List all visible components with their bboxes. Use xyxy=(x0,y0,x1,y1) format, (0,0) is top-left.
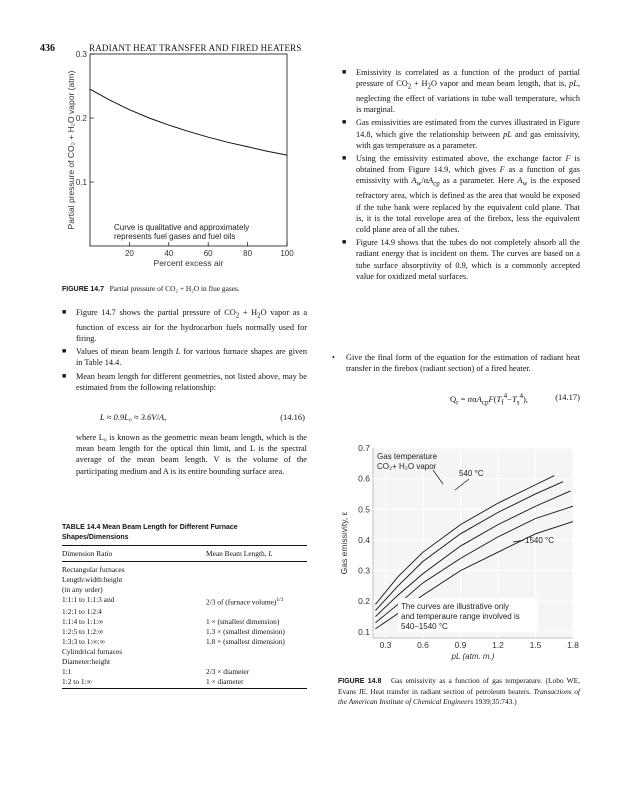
bullet-square: ■ xyxy=(342,68,347,76)
bullet-text: Figure 14.7 shows the partial pressure of $CO_2 + H_2O$ vapor as a function of excess air for the hydrocarbon fuels normally used for firing. xyxy=(76,308,307,344)
bullet-square: ■ xyxy=(62,347,67,356)
figure-14-7-caption xyxy=(62,284,312,295)
label-540c: 540 °C xyxy=(459,469,484,478)
equation-14-17 xyxy=(450,392,580,407)
label-1540c: 1540 °C xyxy=(525,536,554,545)
left-bullet-list xyxy=(62,307,307,395)
figure-14-7-caption-text: Partial pressure of CO₂ + H₂O in flue gases. xyxy=(109,284,240,293)
x-axis-label: Percent excess air xyxy=(153,258,224,268)
y-tick-label: 0.4 xyxy=(358,534,370,545)
bullet-text: Using the emissivity estimated above, the exchange factor F is obtained from Figure 14.9, which gives F as a function of gas emissivity with $A_w/\alpha A_{cp}$ as a parameter. Here $A_w$ is the exposed refractory area, which is defined as the area that would be exposed if the tube bank were replaced by the equivalent cold plane. That is, it is the total envelope area of the firebox, less the equivalent cold plane area of all the tubes. xyxy=(356,154,580,234)
table-cell-length: 1.8 × (smallest dimension) xyxy=(206,637,285,647)
table-cell-dimension: Rectangular furnaces xyxy=(62,565,125,574)
y-tick-label: 0.2 xyxy=(358,596,370,607)
table-cell-dimension: Cylindrical furnaces xyxy=(62,647,123,657)
x-tick-label: 1.8 xyxy=(567,640,579,650)
y-tick-label: 0.6 xyxy=(358,473,370,484)
table-header-rule xyxy=(62,561,307,562)
table-row xyxy=(62,595,307,607)
x-tick-label: 100 xyxy=(280,249,294,258)
table-cell-length: 1 × diameter xyxy=(206,677,244,687)
chart-note-line1: The curves are illustrative only xyxy=(401,602,510,611)
table-row xyxy=(62,667,307,677)
x-tick-label: 80 xyxy=(243,249,253,258)
equation-14-16-expr: L ≈ 0.9L₀ ≈ 3.6V/A, xyxy=(100,412,167,422)
figure-14-8-caption-text: Gas emissivity as a function of gas temperature. (Lobo WE, Evans JE. Heat transfer in radiant section of petroleum heaters. Transactions of the American Institute of Chemical Engineers 1939;35:743.) xyxy=(338,676,580,706)
right-bullet-list xyxy=(342,67,580,284)
bullet-text: Gas emissivities are estimated from the curves illustrated in Figure 14.8, which give the relationship between pL and gas emissivity, with gas temperature as a parameter. xyxy=(356,118,580,150)
table-14-4-title-line2: Shapes/Dimensions xyxy=(62,534,129,541)
chart-note-line2: and temperaure range involved is xyxy=(401,612,520,621)
table-header-mean-beam-length: Mean Beam Length, L xyxy=(206,549,273,558)
table-header-row xyxy=(62,549,307,559)
bullet-item xyxy=(62,307,307,344)
x-tick-label: 0.6 xyxy=(417,640,429,650)
table-14-4 xyxy=(62,565,307,687)
equation-14-16 xyxy=(100,412,305,422)
plot-frame xyxy=(90,54,287,246)
table-row xyxy=(62,575,307,585)
table-cell-dimension: Length:width:height xyxy=(62,575,123,584)
table-cell-dimension: 1:1 xyxy=(62,667,72,677)
table-cell-length: 1.3 × (smallest dimension) xyxy=(206,627,285,637)
bullet-item xyxy=(342,237,580,282)
equation-14-16-number: (14.16) xyxy=(280,412,305,422)
page-number: 436 xyxy=(40,43,55,54)
figure-14-7-label: FIGURE 14.7 xyxy=(62,286,105,293)
chart-note-line1: Curve is qualitative and approximately xyxy=(114,223,250,232)
table-cell-dimension: 1:3:3 to 1:∞:∞ xyxy=(62,637,105,647)
table-cell-dimension: 1:2 to 1:∞ xyxy=(62,677,92,687)
table-cell-dimension: Diameter:height xyxy=(62,657,111,667)
table-cell-length: 2/3 of (furnace volume)$^{1/3}$ xyxy=(206,597,284,607)
table-row xyxy=(62,637,307,647)
table-row xyxy=(62,607,307,617)
y-axis-label: Partial pressure of CO₂ + H₂O vapor (atm) xyxy=(66,70,76,230)
table-14-4-title xyxy=(62,523,307,543)
equation-14-17-number: (14.17) xyxy=(555,392,580,402)
table-cell-dimension: (in any order) xyxy=(62,585,103,594)
bullet-item xyxy=(62,346,307,368)
table-row xyxy=(62,677,307,687)
x-tick-label: 20 xyxy=(124,249,134,258)
bullet-text: Mean beam length for different geometries, not listed above, may be estimated from the following relationship: xyxy=(76,371,307,392)
table-cell-dimension: 1:1:4 to 1:1:∞ xyxy=(62,617,104,627)
y-tick-label: 0.3 xyxy=(358,565,370,576)
y-axis-label: Gas emissivity, ε xyxy=(339,511,349,575)
bullet-text: Figure 14.9 shows that the tubes do not completely absorb all the radiant energy that is incident on them. The curves are based on a tube surface absorptivity of 0.9, which is a commonly accepted value for oxidized metal surfaces. xyxy=(356,238,580,281)
final-bullet xyxy=(332,352,580,374)
table-cell-length xyxy=(206,585,307,595)
table-row xyxy=(62,585,307,595)
bullet-item xyxy=(62,371,307,393)
bullet-square: ■ xyxy=(342,238,347,247)
chart-note-line2: represents fuel gases and fuel oils xyxy=(114,232,236,241)
y-tick-label: 0.1 xyxy=(358,626,370,637)
running-title: RADIANT HEAT TRANSFER AND FIRED HEATERS xyxy=(89,43,302,53)
table-cell-length xyxy=(206,657,307,667)
y-tick-label: 0.5 xyxy=(358,504,370,515)
table-cell-dimension: 1:1:1 to 1:1:3 and xyxy=(62,595,115,604)
table-cell-length: 1 × (smallest dimension) xyxy=(206,617,280,627)
bullet-dot: • xyxy=(332,353,335,362)
x-axis-label: pL (atm. m.) xyxy=(451,652,495,661)
table-cell-length xyxy=(206,607,307,617)
table-cell-length xyxy=(206,647,307,657)
y-tick-label: 0.1 xyxy=(75,178,87,187)
bullet-text: Values of mean beam length L for various furnace shapes are given in Table 14.4. xyxy=(76,347,307,368)
y-tick-label: 0.3 xyxy=(75,50,87,59)
figure-14-7-chart xyxy=(62,50,302,280)
bullet-item xyxy=(342,67,580,115)
table-row xyxy=(62,617,307,627)
table-row xyxy=(62,657,307,667)
figure-14-8-caption xyxy=(338,676,580,707)
table-row xyxy=(62,565,307,575)
bullet-item xyxy=(342,153,580,235)
x-tick-label: 60 xyxy=(203,249,213,258)
final-bullet-text: Give the final form of the equation for the estimation of radiant heat transfer in the firebox (radiant section) of a fired heater. xyxy=(346,353,580,374)
bullet-square: ■ xyxy=(62,371,67,380)
legend-co2-h2o: CO₂+ H₂O vapor xyxy=(377,462,437,471)
bullet-square: ■ xyxy=(62,308,67,316)
y-tick-label: 0.7 xyxy=(358,443,370,453)
table-row xyxy=(62,647,307,657)
table-cell-length: 2/3 × diameter xyxy=(206,667,250,677)
legend-gas-temperature: Gas temperature xyxy=(377,452,438,461)
bullet-text: Emissivity is correlated as a function of the product of partial pressure of $CO_2 + H_2O$ vapor and mean beam length, that is, pL, neglecting the effect of variations in tube wall temperature, which is marginal. xyxy=(356,68,580,115)
x-tick-label: 40 xyxy=(164,249,174,258)
table-row xyxy=(62,627,307,637)
table-header-dimension-ratio: Dimension Ratio xyxy=(62,549,113,558)
y-tick-label: 0.2 xyxy=(75,114,87,123)
where-paragraph: where L₀ is known as the geometric mean beam length, which is the mean beam length for the optical thin limit, and L is the spectral average of the mean beam length. V is the volume of the participating medium and A is its entire bounding surface area. xyxy=(76,433,307,476)
x-tick-label: 0.9 xyxy=(454,640,467,650)
table-cell-dimension: 1:2:5 to 1:2:∞ xyxy=(62,627,104,637)
table-cell-length xyxy=(206,565,307,575)
table-bottom-rule xyxy=(62,688,307,689)
bullet-item xyxy=(342,117,580,151)
x-tick-label: 1.2 xyxy=(492,640,504,650)
table-cell-length xyxy=(206,575,307,585)
chart-note-line3: 540–1540 °C xyxy=(401,622,448,631)
figure-14-8-label: FIGURE 14.8 xyxy=(338,678,382,685)
x-tick-label: 1.5 xyxy=(529,640,542,650)
bullet-square: ■ xyxy=(342,118,347,127)
figure-14-8-chart xyxy=(335,442,580,674)
x-tick-label: 0.3 xyxy=(379,640,392,650)
equation-14-17-expr: $Q_r = \sigma\alpha A_{cp}F(T_f^4-T_s^4)$, xyxy=(450,392,528,407)
bullet-square: ■ xyxy=(342,154,347,163)
table-14-4-title-line1: TABLE 14.4 Mean Beam Length for Different Furnace xyxy=(62,524,238,531)
table-cell-dimension: 1:2:1 to 1:2:4 xyxy=(62,607,102,617)
table-top-rule xyxy=(62,545,307,546)
